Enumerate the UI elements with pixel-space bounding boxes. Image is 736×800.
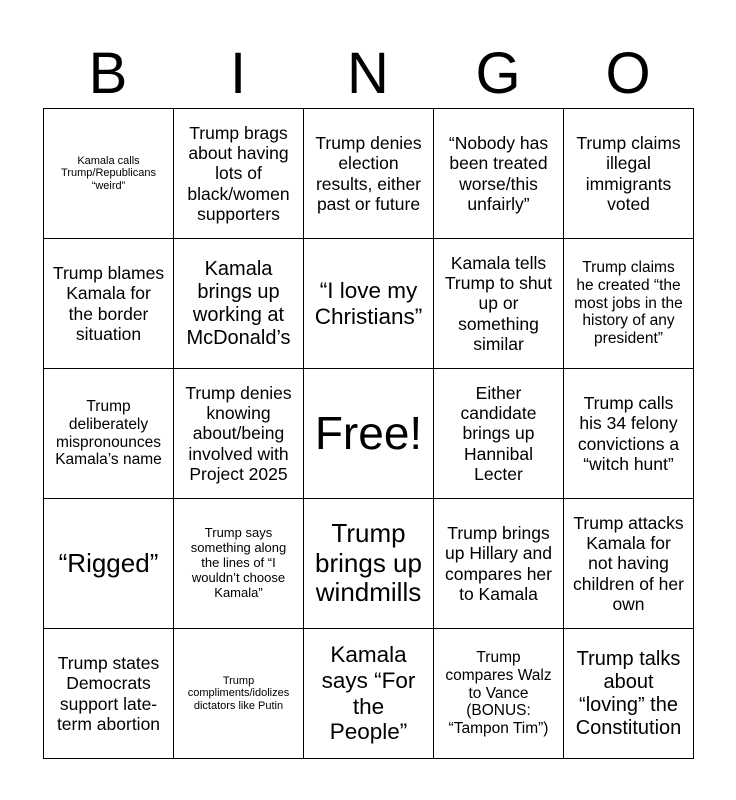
bingo-cell[interactable]: Kamala says “For the People” [304, 629, 434, 759]
bingo-cell[interactable]: “Nobody has been treated worse/this unfairly” [434, 109, 564, 239]
grid-row [44, 109, 694, 239]
grid-row [44, 239, 694, 369]
bingo-cell[interactable]: Kamala brings up working at McDonald’s [174, 239, 304, 369]
bingo-grid [43, 108, 694, 759]
bingo-cell[interactable]: Trump attacks Kamala for not having children of her own [564, 499, 694, 629]
bingo-cell[interactable]: Trump brags about having lots of black/women supporters [174, 109, 304, 239]
bingo-cell[interactable]: Trump talks about “loving” the Constitution [564, 629, 694, 759]
grid-row [44, 369, 694, 499]
bingo-cell[interactable]: Trump says something along the lines of “I wouldn’t choose Kamala” [174, 499, 304, 629]
bingo-cell[interactable]: Trump brings up windmills [304, 499, 434, 629]
bingo-cell[interactable]: Trump denies election results, either past or future [304, 109, 434, 239]
bingo-cell[interactable]: Trump denies knowing about/being involved with Project 2025 [174, 369, 304, 499]
bingo-cell[interactable]: Kamala tells Trump to shut up or something similar [434, 239, 564, 369]
bingo-cell[interactable]: Kamala calls Trump/Republicans “weird” [44, 109, 174, 239]
bingo-cell[interactable]: “Rigged” [44, 499, 174, 629]
header-letter-i: I [229, 41, 247, 106]
bingo-cell[interactable]: “I love my Christians” [304, 239, 434, 369]
free-space-cell[interactable]: Free! [304, 369, 434, 499]
header-letter-b: B [88, 41, 128, 106]
bingo-cell[interactable]: Trump calls his 34 felony convictions a “witch hunt” [564, 369, 694, 499]
header-letter-g: G [475, 41, 521, 106]
grid-row [44, 499, 694, 629]
bingo-cell[interactable]: Trump deliberately mispronounces Kamala’s name [44, 369, 174, 499]
bingo-cell[interactable]: Trump compares Walz to Vance (BONUS: “Tampon Tim”) [434, 629, 564, 759]
bingo-cell[interactable]: Trump blames Kamala for the border situation [44, 239, 174, 369]
grid-row [44, 629, 694, 759]
bingo-cell[interactable]: Trump compliments/idolizes dictators like Putin [174, 629, 304, 759]
bingo-header [43, 40, 693, 108]
bingo-cell[interactable]: Trump brings up Hillary and compares her to Kamala [434, 499, 564, 629]
bingo-cell[interactable]: Either candidate brings up Hannibal Lecter [434, 369, 564, 499]
bingo-cell[interactable]: Trump states Democrats support late-term abortion [44, 629, 174, 759]
bingo-cell[interactable]: Trump claims he created “the most jobs in the history of any president” [564, 239, 694, 369]
header-letter-n: N [347, 41, 389, 106]
bingo-cell[interactable]: Trump claims illegal immigrants voted [564, 109, 694, 239]
header-letter-o: O [605, 41, 651, 106]
